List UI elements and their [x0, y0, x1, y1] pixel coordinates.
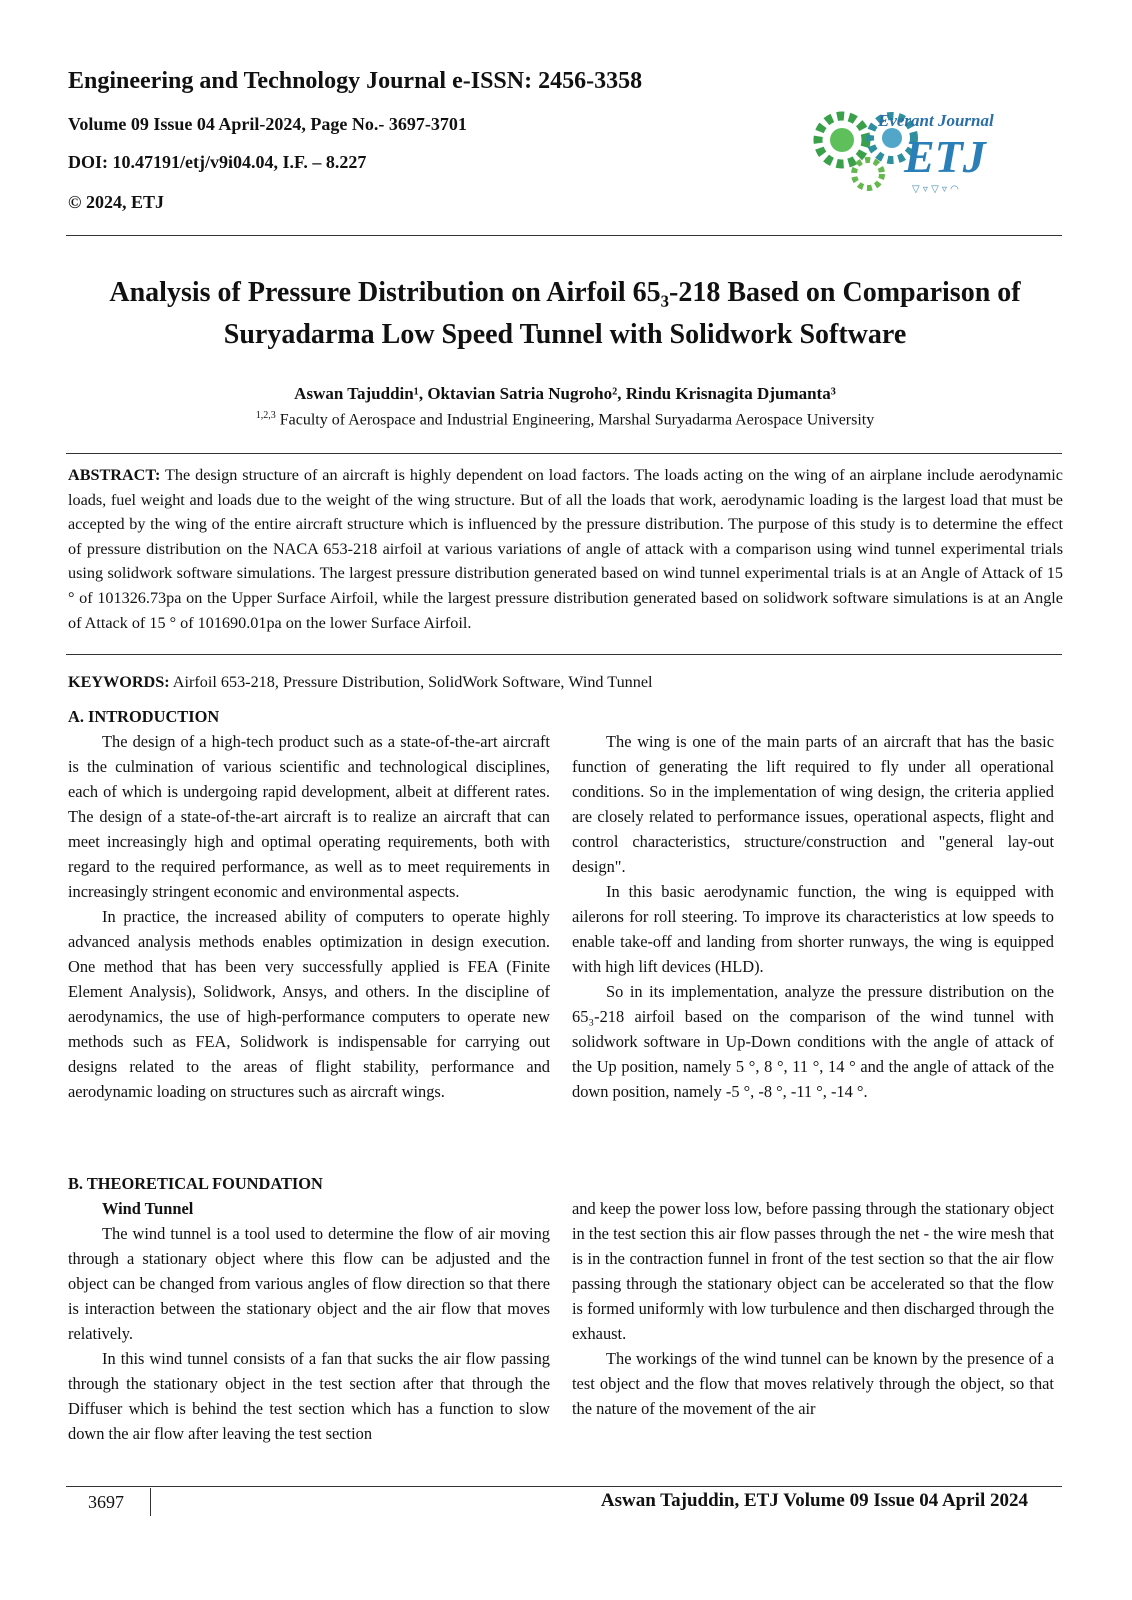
footer-divider [150, 1488, 151, 1516]
logo-letters: ETJ [904, 131, 986, 182]
doi-line: DOI: 10.47191/etj/v9i04.04, I.F. – 8.227 [68, 152, 367, 172]
paragraph: and keep the power loss low, before passing through the stationary object in the test section this air flow passes through the net - the wire mesh that is in the contraction funnel in front of the test section so that the air flow passing through the stationary object can be accelerated so that the flow is formed uniformly with low turbulence and then discharged through the exhaust. [572, 1199, 1054, 1343]
paragraph: In this wind tunnel consists of a fan that sucks the air flow passing through the stationary object in the test section after that through the Diffuser which is behind the test section which has a function to slow down the air flow after leaving the test section [68, 1349, 550, 1443]
abstract-bottom-rule [66, 654, 1062, 655]
paragraph: In this basic aerodynamic function, the wing is equipped with ailerons for roll steering. To improve its characteristics at low speeds to enable take-off and landing from shorter runways, the wing is equipped with high lift devices (HLD). [572, 882, 1054, 976]
logo-text: Everant Journal [878, 111, 994, 130]
abstract-label: ABSTRACT: [68, 466, 161, 484]
author-list: Aswan Tajuddin¹, Oktavian Satria Nugroho², Rindu Krisnagita Djumanta³ [294, 384, 836, 403]
paper-title: Analysis of Pressure Distribution on Airfoil 65₃-218 Based on Comparison of Suryadarma Low Speed Tunnel with Solidwork Software [109, 277, 1021, 350]
running-footer: Aswan Tajuddin, ETJ Volume 09 Issue 04 April 2024 [600, 1490, 1028, 1511]
paragraph: The workings of the wind tunnel can be known by the presence of a test object and the flow that moves relatively through the object, so that the nature of the movement of the air [572, 1349, 1054, 1418]
paragraph: The wind tunnel is a tool used to determine the flow of air moving through a stationary object where this flow can be adjusted and the object can be changed from various angles of flow direction so that there is interaction between the stationary object and the air flow that moves relatively. [68, 1224, 550, 1343]
right-column-theory [572, 1196, 1054, 1421]
page-number: 3697 [88, 1492, 124, 1512]
footer-rule [66, 1486, 1062, 1487]
copyright-line: © 2024, ETJ [68, 192, 164, 212]
svg-text:▽ ▿ ▽ ▿ ◠: ▽ ▿ ▽ ▿ ◠ [912, 184, 959, 195]
keywords: KEYWORDS: Airfoil 653-218, Pressure Distribution, SolidWork Software, Wind Tunnel [68, 673, 653, 691]
left-column-intro [68, 704, 550, 1104]
abstract-top-rule [66, 453, 1062, 454]
header-rule [66, 235, 1062, 236]
journal-name: Engineering and Technology Journal e-ISSN: 2456-3358 [68, 68, 643, 94]
left-column-theory [68, 1171, 550, 1446]
section-heading-introduction: A. INTRODUCTION [68, 707, 220, 726]
affiliation: $^{1,2,3}$ Faculty of Aerospace and Industrial Engineering, Marshal Suryadarma Aerospace University [255, 410, 875, 429]
subsection-heading-wind-tunnel: Wind Tunnel [102, 1199, 194, 1218]
abstract-text: The design structure of an aircraft is highly dependent on load factors. The loads acting on the wing of an airplane include aerodynamic loads, fuel weight and loads due to the weight of the wing structure. But of all the loads that work, aerodynamic loading is the largest load that must be accepted by the wing of the entire aircraft structure which is influenced by the pressure distribution. The purpose of this study is to determine the effect of pressure distribution on the NACA 653-218 airfoil at various variations of angle of attack with a comparison using wind tunnel experimental trials using solidwork software simulations. The largest pressure distribution generated based on wind tunnel experimental trials is at an Angle of Attack of 15 ° of 101326.73pa on the Upper Surface Airfoil, while the largest pressure distribution generated based on solidwork software simulations is at an Angle of Attack of 15 ° of 101690.01pa on the lower Surface Airfoil. [68, 466, 1063, 632]
right-column-intro [572, 729, 1054, 1104]
paragraph: The wing is one of the main parts of an aircraft that has the basic function of generating the lift required to fly under all operational conditions. So in the implementation of wing design, the criteria applied are closely related to performance issues, operational aspects, flight and control characteristics, structure/construction and "general lay-out design". [572, 732, 1054, 876]
section-heading-theory: B. THEORETICAL FOUNDATION [68, 1174, 323, 1193]
volume-line: Volume 09 Issue 04 April-2024, Page No.- 3697-3701 [68, 114, 467, 134]
abstract [68, 463, 1063, 635]
paragraph: In practice, the increased ability of computers to operate highly advanced analysis methods enables optimization in design execution. One method that has been very successfully applied is FEA (Finite Element Analysis), Solidwork, Ansys, and others. In the discipline of aerodynamics, the use of high-performance computers to operate new methods such as FEA, Solidwork is indispensable for carrying out designs related to the areas of flight stability, performance and aerodynamic loading on structures such as aircraft wings. [68, 907, 550, 1101]
etj-logo [808, 96, 1020, 200]
paragraph: The design of a high-tech product such as a state-of-the-art aircraft is the culmination of various scientific and technological disciplines, each of which is undergoing rapid development, albeit at different rates. The design of a state-of-the-art aircraft is to realize an aircraft that can meet increasingly high and optimal operating requirements, both with regard to the required performance, as well as to meet requirements in increasingly stringent economic and environmental aspects. [68, 732, 550, 901]
paragraph: So in its implementation, analyze the pressure distribution on the 65₃-218 airfoil based on the comparison of the wind tunnel with solidwork software in Up-Down conditions with the angle of attack of the Up position, namely 5 °, 8 °, 11 °, 14 ° and the angle of attack of the down position, namely -5 °, -8 °, -11 °, -14 °. [572, 982, 1054, 1101]
